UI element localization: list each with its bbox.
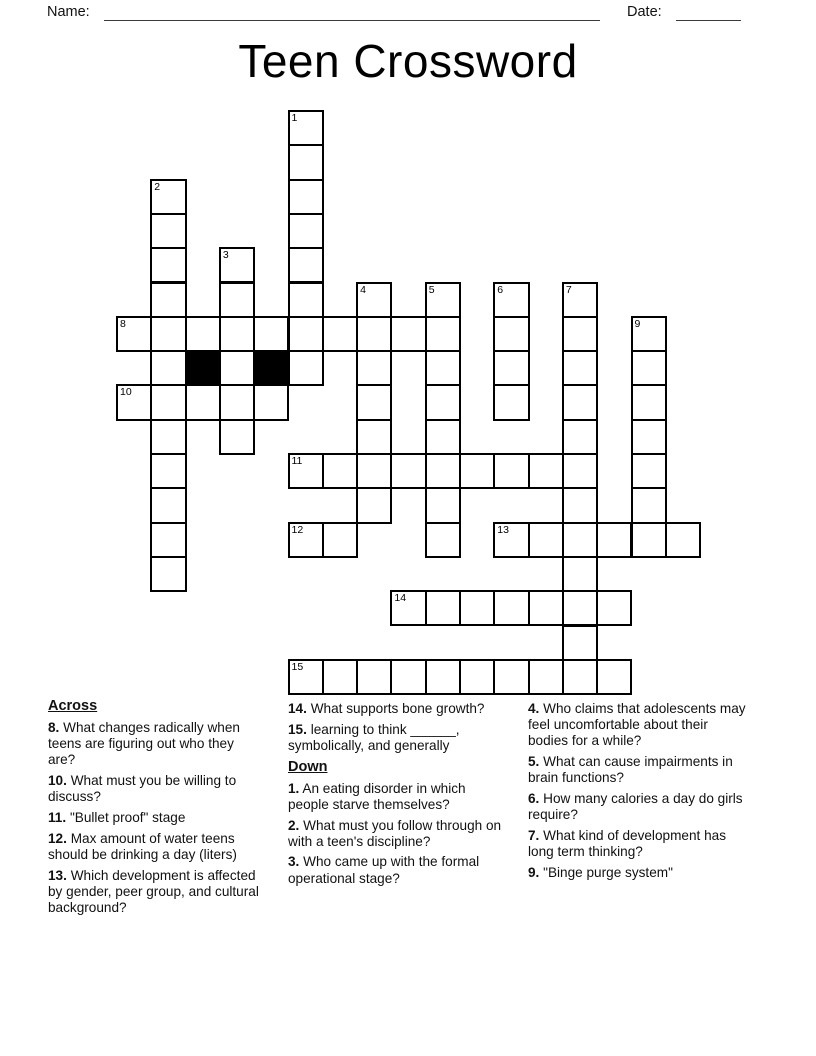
clue-text: Which development is affected by gender, peer group, and cultural background? [48,867,259,916]
clue-item [48,831,264,863]
grid-cell[interactable] [493,350,529,386]
grid-cell[interactable] [288,522,324,558]
clue-number: 4. [528,701,540,716]
black-cell [185,350,221,386]
clue-number: 14. [288,701,307,716]
grid-cell[interactable] [631,419,667,455]
grid-cell[interactable] [562,316,598,352]
grid-cell[interactable] [528,659,564,695]
clue-item [288,818,506,850]
grid-cell[interactable] [596,659,632,695]
grid-cell[interactable] [356,453,392,489]
cell-number: 7 [565,283,572,296]
grid-cell[interactable] [631,522,667,558]
clue-item [528,865,750,881]
clue-text: "Bullet proof" stage [69,810,186,826]
grid-cell[interactable] [322,522,358,558]
grid-cell[interactable] [322,316,358,352]
grid-cell[interactable] [459,453,495,489]
grid-cell[interactable] [288,213,324,249]
cell-number: 1 [291,112,298,124]
grid-cell[interactable] [253,384,289,420]
grid-cell[interactable] [562,590,598,626]
clue-text: How many calories a day do girls require? [528,791,743,823]
grid-cell[interactable] [631,453,667,489]
grid-cell[interactable] [493,522,529,558]
cell-number: 2 [154,180,161,193]
grid-cell[interactable] [356,384,392,420]
grid-cell[interactable] [150,179,186,215]
clue-number: 15. [288,721,307,737]
clue-text: "Binge purge system" [543,864,673,880]
grid-cell[interactable] [562,556,598,592]
grid-cell[interactable] [356,316,392,352]
grid-cell[interactable] [425,522,461,558]
name-fill-line[interactable] [104,3,600,21]
grid-cell[interactable] [493,282,529,318]
clue-number: 1. [288,780,300,796]
black-cell [253,350,289,386]
grid-cell[interactable] [219,350,255,386]
grid-cell[interactable] [493,316,529,352]
grid-cell[interactable] [390,659,426,695]
clue-number: 8. [48,720,60,735]
grid-cell[interactable] [493,453,529,489]
clue-text: What kind of development has long term thinking? [528,827,726,860]
grid-cell[interactable] [390,316,426,352]
grid-cell[interactable] [150,487,186,523]
cell-number: 6 [497,283,504,296]
grid-cell[interactable] [631,487,667,523]
cell-number: 10 [120,386,132,399]
grid-cell[interactable] [116,384,152,420]
grid-cell[interactable] [425,487,461,523]
page-title: Teen Crossword [238,35,578,87]
grid-cell[interactable] [493,659,529,695]
grid-cell[interactable] [528,453,564,489]
grid-cell[interactable] [390,590,426,626]
cell-number: 14 [394,592,407,605]
grid-cell[interactable] [356,487,392,523]
grid-cell[interactable] [390,453,426,489]
clue-number: 6. [528,791,540,807]
clue-number: 13. [48,867,67,883]
grid-cell[interactable] [356,282,392,318]
clue-item [48,868,264,917]
name-label: Name: [47,4,90,20]
grid-cell[interactable] [150,350,186,386]
grid-cell[interactable] [356,350,392,386]
clue-item [288,781,506,813]
grid-cell[interactable] [150,213,186,249]
grid-cell[interactable] [562,453,598,489]
grid-cell[interactable] [562,522,598,558]
clue-section-header: Down [288,758,328,775]
grid-cell[interactable] [562,350,598,386]
clue-item [528,754,750,786]
grid-cell[interactable] [150,453,186,489]
grid-cell[interactable] [185,384,221,420]
grid-cell[interactable] [219,384,255,420]
date-fill-line[interactable] [676,3,741,21]
grid-cell[interactable] [288,282,324,318]
grid-cell[interactable] [631,350,667,386]
grid-cell[interactable] [596,590,632,626]
grid-cell[interactable] [288,350,324,386]
clue-text: Who came up with the formal operational stage? [288,854,480,886]
grid-cell[interactable] [425,384,461,420]
grid-cell[interactable] [288,247,324,283]
grid-cell[interactable] [150,419,186,455]
grid-cell[interactable] [288,453,324,489]
clue-text: An eating disorder in which people starve themselves? [288,780,466,812]
grid-cell[interactable] [150,384,186,420]
grid-cell[interactable] [562,625,598,661]
clue-number: 12. [48,830,67,846]
clue-item [528,791,750,823]
grid-cell[interactable] [425,282,461,318]
clue-item [48,810,264,826]
grid-cell[interactable] [665,522,701,558]
grid-cell[interactable] [150,316,186,352]
clue-item [48,720,264,769]
grid-cell[interactable] [288,659,324,695]
grid-cell[interactable] [356,419,392,455]
grid-cell[interactable] [596,522,632,558]
grid-cell[interactable] [528,590,564,626]
cell-number: 8 [120,317,126,330]
grid-cell[interactable] [459,590,495,626]
grid-cell[interactable] [322,659,358,695]
clue-item [288,722,506,754]
grid-cell[interactable] [288,179,324,215]
date-label: Date: [627,4,662,20]
grid-cell[interactable] [253,316,289,352]
clue-item [288,701,506,717]
clue-text: learning to think ______, symbolically, and generally [288,721,460,753]
grid-cell[interactable] [562,282,598,318]
grid-cell[interactable] [631,316,667,352]
grid-cell[interactable] [150,522,186,558]
grid-cell[interactable] [425,350,461,386]
clue-item [528,701,750,750]
grid-cell[interactable] [493,384,529,420]
cell-number: 3 [222,249,229,262]
cell-number: 12 [291,523,304,536]
cell-number: 5 [428,283,435,296]
grid-cell[interactable] [219,419,255,455]
grid-cell[interactable] [288,110,324,146]
clue-number: 11. [48,810,67,826]
clue-number: 9. [528,864,540,880]
clue-text: What supports bone growth? [310,701,485,716]
grid-cell[interactable] [116,316,152,352]
grid-cell[interactable] [425,659,461,695]
clue-number: 10. [48,773,67,789]
clue-number: 3. [288,854,300,870]
grid-cell[interactable] [288,144,324,180]
grid-cell[interactable] [562,487,598,523]
grid-cell[interactable] [185,316,221,352]
clue-text: What must you follow through on with a teen's discipline? [288,817,502,849]
clue-text: What changes radically when teens are figuring out who they are? [48,720,240,768]
clue-text: Max amount of water teens should be drinking a day (liters) [48,830,237,862]
grid-cell[interactable] [425,316,461,352]
cell-number: 13 [497,523,509,536]
clue-number: 7. [528,827,540,843]
grid-cell[interactable] [425,419,461,455]
grid-cell[interactable] [322,453,358,489]
clue-item [528,828,750,860]
clues-column-down [528,701,750,886]
grid-cell[interactable] [288,316,324,352]
clue-item [288,854,506,886]
clue-item [48,773,264,805]
grid-cell[interactable] [425,453,461,489]
grid-cell[interactable] [425,590,461,626]
clues-column-middle [288,701,506,891]
clues-column-across [48,698,264,921]
grid-cell[interactable] [219,282,255,318]
cell-number: 15 [291,660,304,673]
clue-text: What can cause impairments in brain functions? [528,754,733,786]
grid-cell[interactable] [219,316,255,352]
clue-text: What must you be willing to discuss? [48,773,237,805]
grid-cell[interactable] [150,556,186,592]
cell-number: 9 [634,317,641,330]
grid-cell[interactable] [459,659,495,695]
grid-cell[interactable] [528,522,564,558]
clue-number: 5. [528,754,540,770]
grid-cell[interactable] [356,659,392,695]
grid-cell[interactable] [150,247,186,283]
clue-text: Who claims that adolescents may feel uncomfortable about their bodies for a while? [528,701,746,749]
grid-cell[interactable] [562,659,598,695]
clue-section-header: Across [48,698,98,714]
grid-cell[interactable] [562,384,598,420]
grid-cell[interactable] [631,384,667,420]
grid-cell[interactable] [150,282,186,318]
cell-number: 11 [291,455,303,467]
grid-cell[interactable] [562,419,598,455]
clue-number: 2. [288,817,300,833]
cell-number: 4 [360,283,366,296]
grid-cell[interactable] [493,590,529,626]
grid-cell[interactable] [219,247,255,283]
